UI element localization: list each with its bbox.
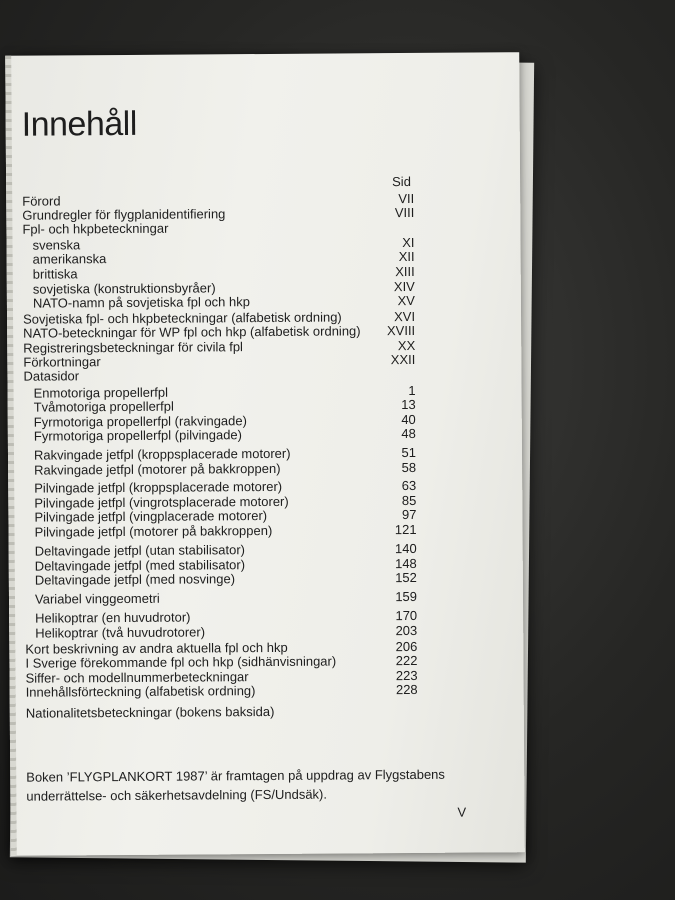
- page-column-header: Sid: [392, 173, 411, 190]
- toc-entry-page: XX: [397, 337, 416, 354]
- toc-entry-label: Enmotoriga propellerfpl: [33, 384, 169, 401]
- toc-entry-page: XI: [402, 234, 415, 251]
- toc-entry-page: 51: [401, 444, 417, 461]
- toc-entry-page: 206: [395, 638, 418, 655]
- toc-entry-page: XVI: [394, 308, 416, 325]
- toc-entry-page: XXII: [390, 351, 416, 368]
- toc-entry-page: 140: [394, 540, 417, 557]
- toc-entry-label: Pilvingade jetfpl (kroppsplacerade motorer): [34, 478, 283, 496]
- toc-entry-label: Helikoptrar (en huvudrotor): [35, 609, 191, 626]
- toc-entry-label: Pilvingade jetfpl (vingrotsplacerade motorer): [34, 493, 289, 511]
- toc-entry-page: XV: [397, 292, 415, 309]
- toc-entry-label: Fyrmotoriga propellerfpl (pilvingade): [33, 427, 243, 444]
- toc-entry-label: Rakvingade jetfpl (kroppsplacerade motorer): [33, 445, 291, 463]
- toc-entry-page: XIII: [395, 263, 415, 280]
- toc-entry-page: 152: [395, 569, 417, 586]
- toc-entry-label: Deltavingade jetfpl (med stabilisator): [34, 557, 246, 574]
- page-title: Innehåll: [21, 104, 137, 144]
- toc-entry-label: Rakvingade jetfpl (motorer på bakkroppen): [34, 460, 281, 478]
- toc-entry-page: 48: [401, 425, 416, 442]
- publication-note: Boken ’FLYGPLANKORT 1987’ är framtagen på uppdrag av Flygstabens underrättelse- och säkerhetsavdelning (FS/Undsäk).: [26, 766, 445, 804]
- toc-entry-page: XVIII: [386, 322, 416, 339]
- toc-entry-label: Datasidor: [23, 368, 80, 384]
- toc-entry: [26, 682, 418, 701]
- toc-entry-label: Pilvingade jetfpl (vingplacerade motorer): [34, 507, 268, 525]
- toc-entry-page: 97: [401, 506, 417, 523]
- page-number: V: [457, 804, 467, 820]
- toc-entry-label: amerikanska: [32, 251, 107, 267]
- toc-entry-page: 170: [395, 607, 418, 624]
- table-of-contents: [5, 52, 525, 856]
- toc-entry-page: VII: [398, 190, 415, 207]
- toc-entry-label: Förkortningar: [23, 354, 101, 370]
- toc-entry-label: Sovjetiska fpl- och hkpbeteckningar (alfabetisk ordning): [23, 309, 342, 327]
- toc-entry-page: XII: [398, 248, 415, 265]
- toc-entry-page: 228: [395, 681, 418, 698]
- toc-entry: [23, 366, 415, 385]
- toc-entry-page: 13: [401, 396, 416, 413]
- toc-entry-label: Deltavingade jetfpl (med nosvinge): [34, 571, 236, 588]
- toc-entry-page: 148: [395, 555, 417, 572]
- toc-entry-label: Kort beskrivning av andra aktuella fpl och hkp: [25, 639, 288, 657]
- toc-entry-label: Grundregler för flygplanidentifiering: [22, 206, 226, 223]
- toc-entry-label: Nationalitetsbeteckningar (bokens baksida): [25, 703, 275, 721]
- toc-entry-label: Förord: [22, 193, 61, 209]
- toc-entry-label: Tvåmotoriga propellerfpl: [33, 398, 174, 415]
- toc-entry-page: 85: [401, 492, 417, 509]
- toc-entry-label: Pilvingade jetfpl (motorer på bakkroppen): [34, 522, 273, 540]
- toc-entry-label: NATO-beteckningar för WP fpl och hkp (alfabetisk ordning): [23, 323, 361, 341]
- toc-entry: [25, 589, 417, 608]
- toc-entry-page: XIV: [393, 278, 415, 295]
- toc-entry-page: VIII: [394, 204, 415, 221]
- toc-entry-label: Innehållsförteckning (alfabetisk ordning): [25, 683, 256, 700]
- toc-entry-label: Deltavingade jetfpl (utan stabilisator): [34, 542, 246, 559]
- toc-entry-label: I Sverige förekommande fpl och hkp (sidhänvisningar): [25, 653, 337, 671]
- toc-entry-label: NATO-namn på sovjetiska fpl och hkp: [32, 294, 251, 311]
- toc-entry-label: Variabel vinggeometri: [34, 590, 160, 607]
- book-page: [5, 52, 525, 856]
- toc-entry-page: 203: [395, 622, 418, 639]
- toc-entry-page: 63: [401, 477, 417, 494]
- toc-entry-page: 222: [395, 652, 418, 669]
- toc-entry-page: 121: [394, 521, 417, 538]
- toc-entry-label: sovjetiska (konstruktionsbyråer): [32, 280, 216, 297]
- toc-entry: [24, 522, 416, 541]
- toc-entry-label: Helikoptrar (två huvudrotorer): [35, 624, 206, 641]
- toc-entry: [24, 460, 416, 479]
- toc-entry-page: 40: [401, 411, 416, 428]
- toc-entry: [26, 703, 418, 722]
- toc-entry-label: Siffer- och modellnummerbeteckningar: [25, 669, 249, 686]
- toc-entry-page: 159: [395, 588, 418, 605]
- toc-entry-page: 223: [395, 667, 418, 684]
- toc-entry-label: Registreringsbeteckningar för civila fpl: [23, 339, 243, 356]
- toc-entry: [24, 426, 416, 445]
- toc-entry-label: Fpl- och hkpbeteckningar: [22, 220, 169, 237]
- toc-entry-page: 58: [401, 459, 417, 476]
- toc-entry-label: brittiska: [32, 266, 78, 282]
- toc-entry-label: svenska: [32, 237, 81, 253]
- toc-entry-label: Fyrmotoriga propellerfpl (rakvingade): [33, 413, 247, 430]
- toc-entry-page: 1: [408, 382, 416, 398]
- toc-entry: [25, 570, 417, 589]
